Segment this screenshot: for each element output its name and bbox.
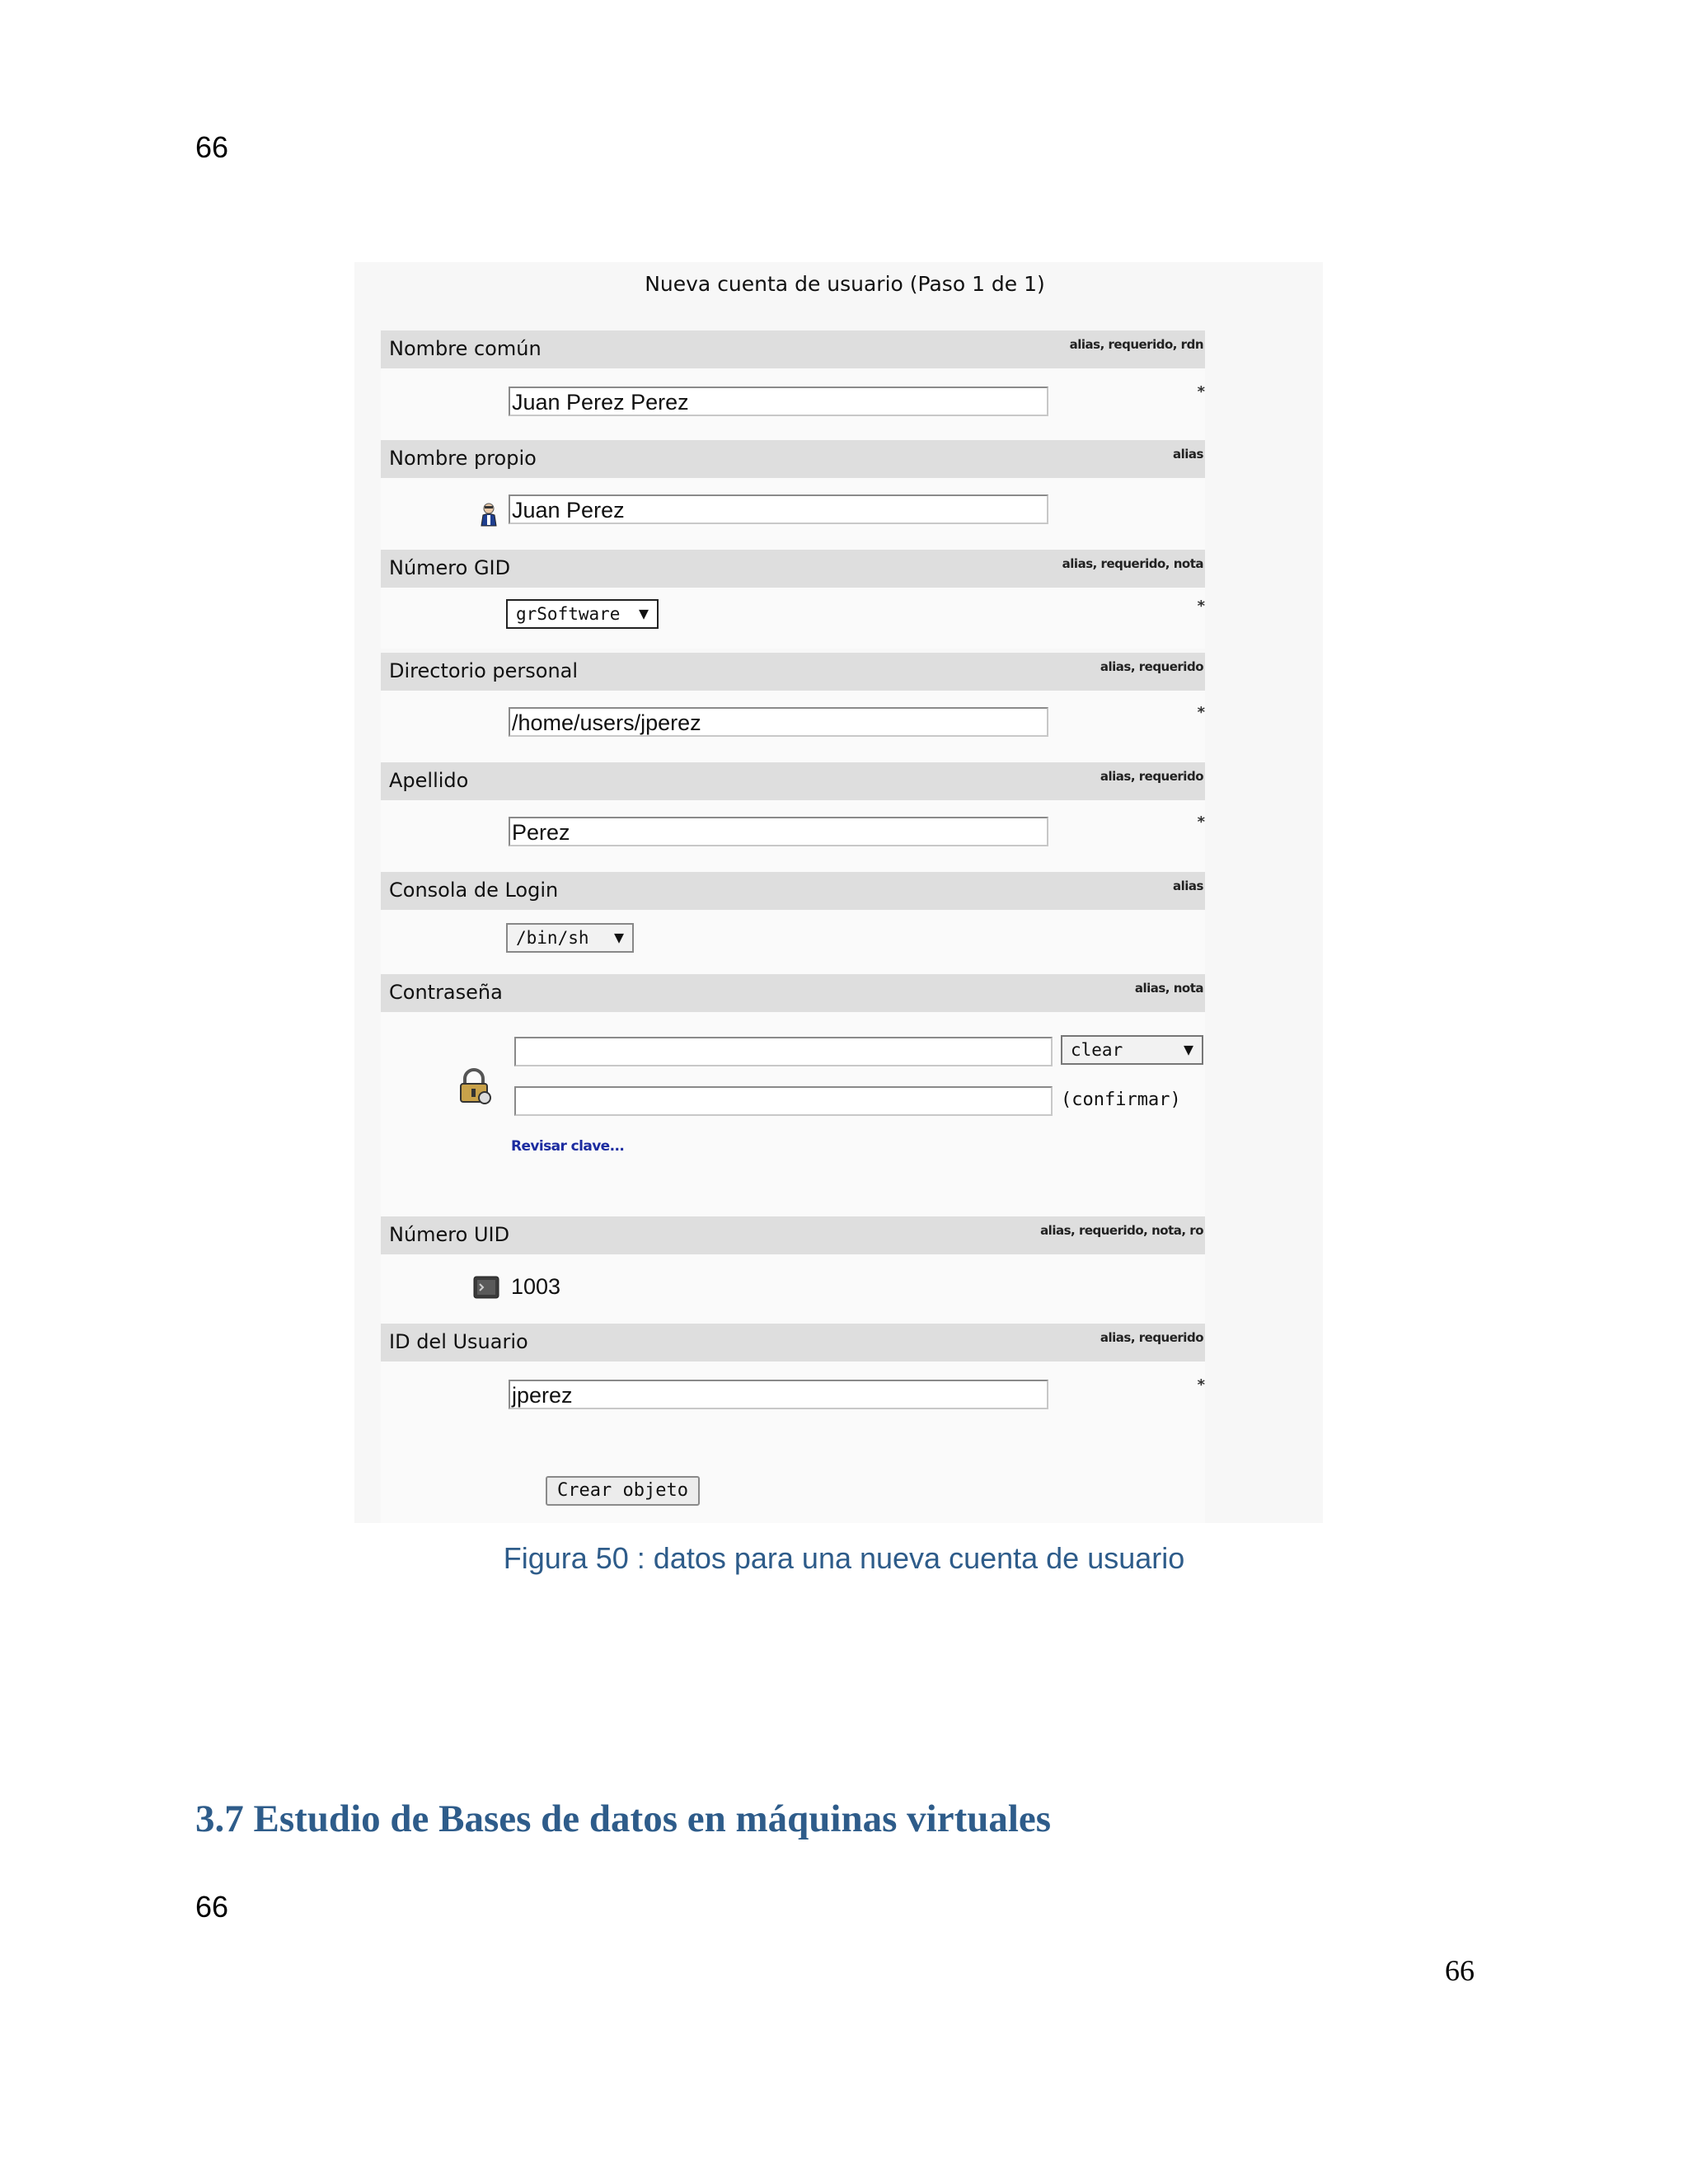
- field-label: Consola de Login: [389, 879, 559, 902]
- create-object-button[interactable]: Crear objeto: [546, 1476, 700, 1506]
- row-numero-uid: [381, 1254, 1205, 1324]
- page-number-mid: 66: [195, 1890, 229, 1924]
- select-value: /bin/sh: [516, 928, 589, 948]
- field-label: Contraseña: [389, 981, 503, 1004]
- chevron-down-icon: ▼: [1183, 1039, 1193, 1059]
- select-value: grSoftware: [516, 604, 621, 624]
- field-flags: alias, requerido, nota: [1062, 556, 1203, 571]
- field-flags: alias, requerido: [1100, 769, 1203, 784]
- required-mark: *: [1197, 1376, 1205, 1394]
- numero-gid-select[interactable]: [506, 599, 659, 629]
- required-mark: *: [1197, 813, 1205, 831]
- password-confirm-input[interactable]: [514, 1086, 1053, 1116]
- field-flags: alias, requerido, rdn: [1069, 337, 1203, 352]
- hash-method-select[interactable]: [1061, 1035, 1203, 1065]
- row-contrasena: [381, 1012, 1205, 1216]
- password-input[interactable]: [514, 1037, 1053, 1066]
- field-flags: alias, requerido: [1100, 659, 1203, 674]
- section-id-usuario: [381, 1324, 1205, 1361]
- section-nombre-propio: [381, 440, 1205, 478]
- padlock-icon: [457, 1068, 493, 1104]
- section-nombre-comun: [381, 330, 1205, 368]
- section-numero-uid: [381, 1216, 1205, 1254]
- consola-login-select[interactable]: [506, 923, 634, 953]
- section-numero-gid: [381, 550, 1205, 588]
- confirm-label: (confirmar): [1061, 1090, 1181, 1110]
- row-nombre-comun: [381, 368, 1205, 440]
- field-flags: alias, requerido: [1100, 1330, 1203, 1345]
- check-password-link[interactable]: Revisar clave...: [511, 1138, 625, 1155]
- section-consola-login: [381, 872, 1205, 910]
- row-directorio-personal: [381, 691, 1205, 762]
- field-label: Nombre común: [389, 337, 542, 360]
- field-label: Directorio personal: [389, 659, 579, 682]
- numero-uid-value: 1003: [511, 1274, 561, 1299]
- chevron-down-icon: ▼: [638, 603, 649, 623]
- row-consola-login: [381, 910, 1205, 974]
- page-number-top: 66: [195, 130, 229, 164]
- directorio-personal-input[interactable]: /home/users/jperez: [509, 707, 1048, 737]
- section-contrasena: [381, 974, 1205, 1012]
- chevron-down-icon: ▼: [613, 927, 624, 947]
- field-label: Nombre propio: [389, 447, 537, 470]
- nombre-comun-input[interactable]: Juan Perez Perez: [509, 387, 1048, 416]
- select-value: clear: [1071, 1040, 1123, 1060]
- apellido-input[interactable]: Perez: [509, 817, 1048, 846]
- page-number-bottom: 66: [1445, 1954, 1475, 1987]
- required-mark: *: [1197, 704, 1205, 721]
- id-usuario-input[interactable]: jperez: [509, 1380, 1048, 1409]
- form-screenshot: [354, 262, 1323, 1523]
- row-id-usuario: [381, 1361, 1205, 1523]
- field-flags: alias: [1173, 447, 1203, 462]
- field-flags: alias, requerido, nota, ro: [1040, 1223, 1203, 1238]
- section-directorio-personal: [381, 653, 1205, 691]
- terminal-icon: [473, 1276, 499, 1299]
- field-label: ID del Usuario: [389, 1330, 528, 1353]
- figure-caption: Figura 50 : datos para una nueva cuenta de usuario: [503, 1541, 1185, 1575]
- form-title: Nueva cuenta de usuario (Paso 1 de 1): [645, 272, 1045, 296]
- required-mark: *: [1197, 383, 1205, 401]
- field-label: Número GID: [389, 556, 511, 579]
- row-numero-gid: [381, 588, 1205, 649]
- person-icon: [480, 503, 498, 527]
- row-nombre-propio: [381, 478, 1205, 550]
- row-apellido: [381, 800, 1205, 872]
- section-heading: 3.7 Estudio de Bases de datos en máquinas virtuales: [195, 1797, 1052, 1840]
- required-mark: *: [1197, 598, 1205, 615]
- field-flags: alias, nota: [1134, 981, 1203, 996]
- field-flags: alias: [1173, 879, 1203, 893]
- section-apellido: [381, 762, 1205, 800]
- field-label: Número UID: [389, 1223, 510, 1246]
- nombre-propio-input[interactable]: Juan Perez: [509, 494, 1048, 524]
- field-label: Apellido: [389, 769, 469, 792]
